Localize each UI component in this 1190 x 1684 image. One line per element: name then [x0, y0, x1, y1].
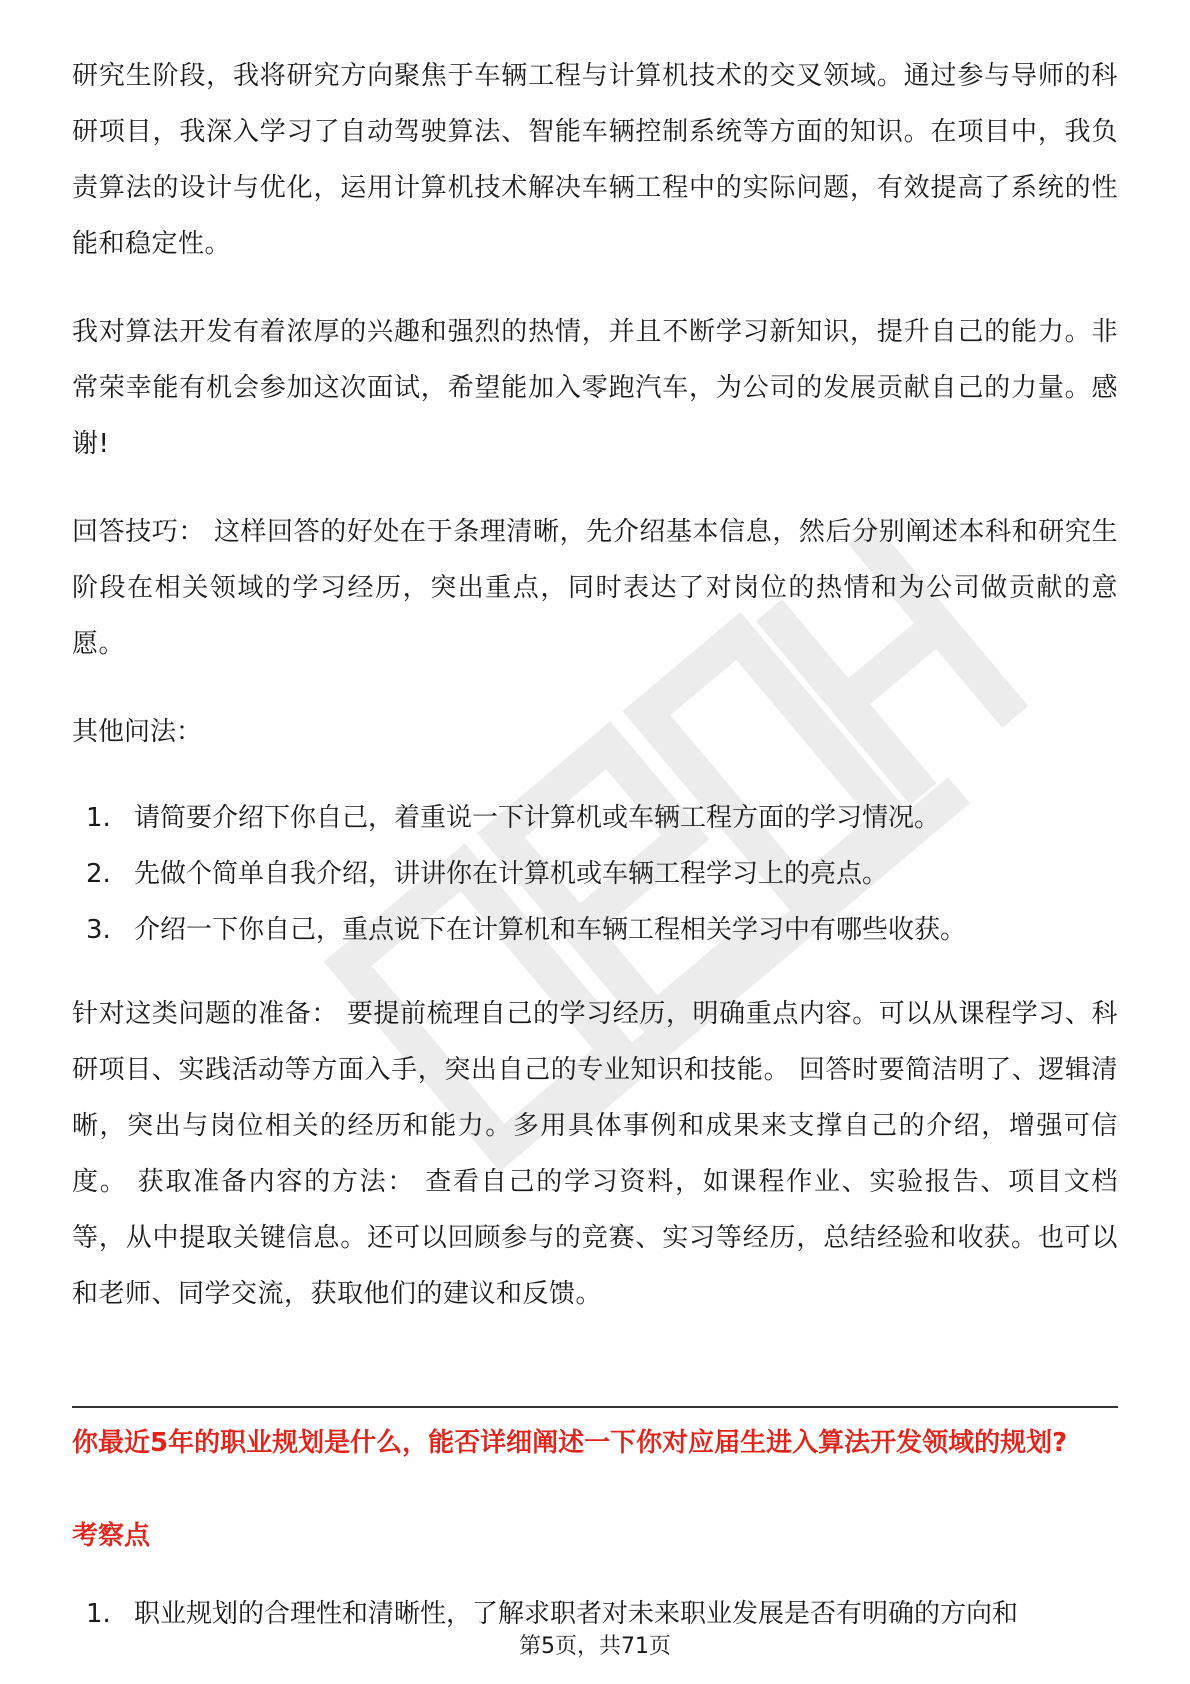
other-questions-list [72, 790, 1118, 958]
list-text: 职业规划的合理性和清晰性，了解求职者对未来职业发展是否有明确的方向和 [134, 1599, 1019, 1629]
list-number: 1. [86, 1599, 111, 1629]
list-item [72, 790, 1118, 846]
page-footer: 第5页，共71页 [0, 1632, 1190, 1662]
paragraph-graduate-stage: 研究生阶段，我将研究方向聚焦于车辆工程与计算机技术的交叉领域。通过参与导师的科研项目，我深入学习了自动驾驶算法、智能车辆控制系统等方面的知识。在项目中，我负责算法的设计与优化，运用计算机技术解决车辆工程中的实际问题，有效提高了系统的性能和稳定性。 [72, 61, 1118, 259]
other-questions-label: 其他问法： [72, 717, 203, 747]
list-item [72, 1594, 1132, 1634]
list-text: 先做个简单自我介绍，讲讲你在计算机或车辆工程学习上的亮点。 [134, 859, 889, 889]
section-divider [72, 1406, 1118, 1408]
paragraph-preparation: 针对这类问题的准备： 要提前梳理自己的学习经历，明确重点内容。可以从课程学习、科研项目、实践活动等方面入手，突出自己的专业知识和技能。 回答时要简洁明了、逻辑清晰，突出与岗位相关的经历和能力。多用具体事例和成果来支撑自己的介绍，增强可信度。 获取准备内容的方法： 查看自己的学习资料，如课程作业、实验报告、项目文档等，从中提取关键信息。还可以回顾参与的竞赛、实习等经历，总结经验和收获。也可以和老师、同学交流，获取他们的建议和反馈。 [72, 999, 1118, 1309]
list-text: 请简要介绍下你自己，着重说一下计算机或车辆工程方面的学习情况。 [134, 803, 941, 833]
paragraph-interest: 我对算法开发有着浓厚的兴趣和强烈的热情，并且不断学习新知识，提升自己的能力。非常荣幸能有机会参加这次面试，希望能加入零跑汽车，为公司的发展贡献自己的力量。感谢! [72, 317, 1118, 459]
main-content [72, 48, 1118, 1354]
list-item [72, 902, 1118, 958]
list-number: 3. [86, 915, 111, 945]
paragraph-answer-tips: 回答技巧： 这样回答的好处在于条理清晰，先介绍基本信息，然后分别阐述本科和研究生阶段在相关领域的学习经历，突出重点，同时表达了对岗位的热情和为公司做贡献的意愿。 [72, 517, 1118, 659]
question-heading: 你最近5年的职业规划是什么，能否详细阐述一下你对应届生进入算法开发领域的规划? [72, 1428, 1068, 1458]
section-heading-focus: 考察点 [72, 1521, 151, 1551]
list-item [72, 846, 1118, 902]
list-text: 介绍一下你自己，重点说下在计算机和车辆工程相关学习中有哪些收获。 [134, 915, 967, 945]
list-number: 2. [86, 859, 111, 889]
list-number: 1. [86, 803, 111, 833]
